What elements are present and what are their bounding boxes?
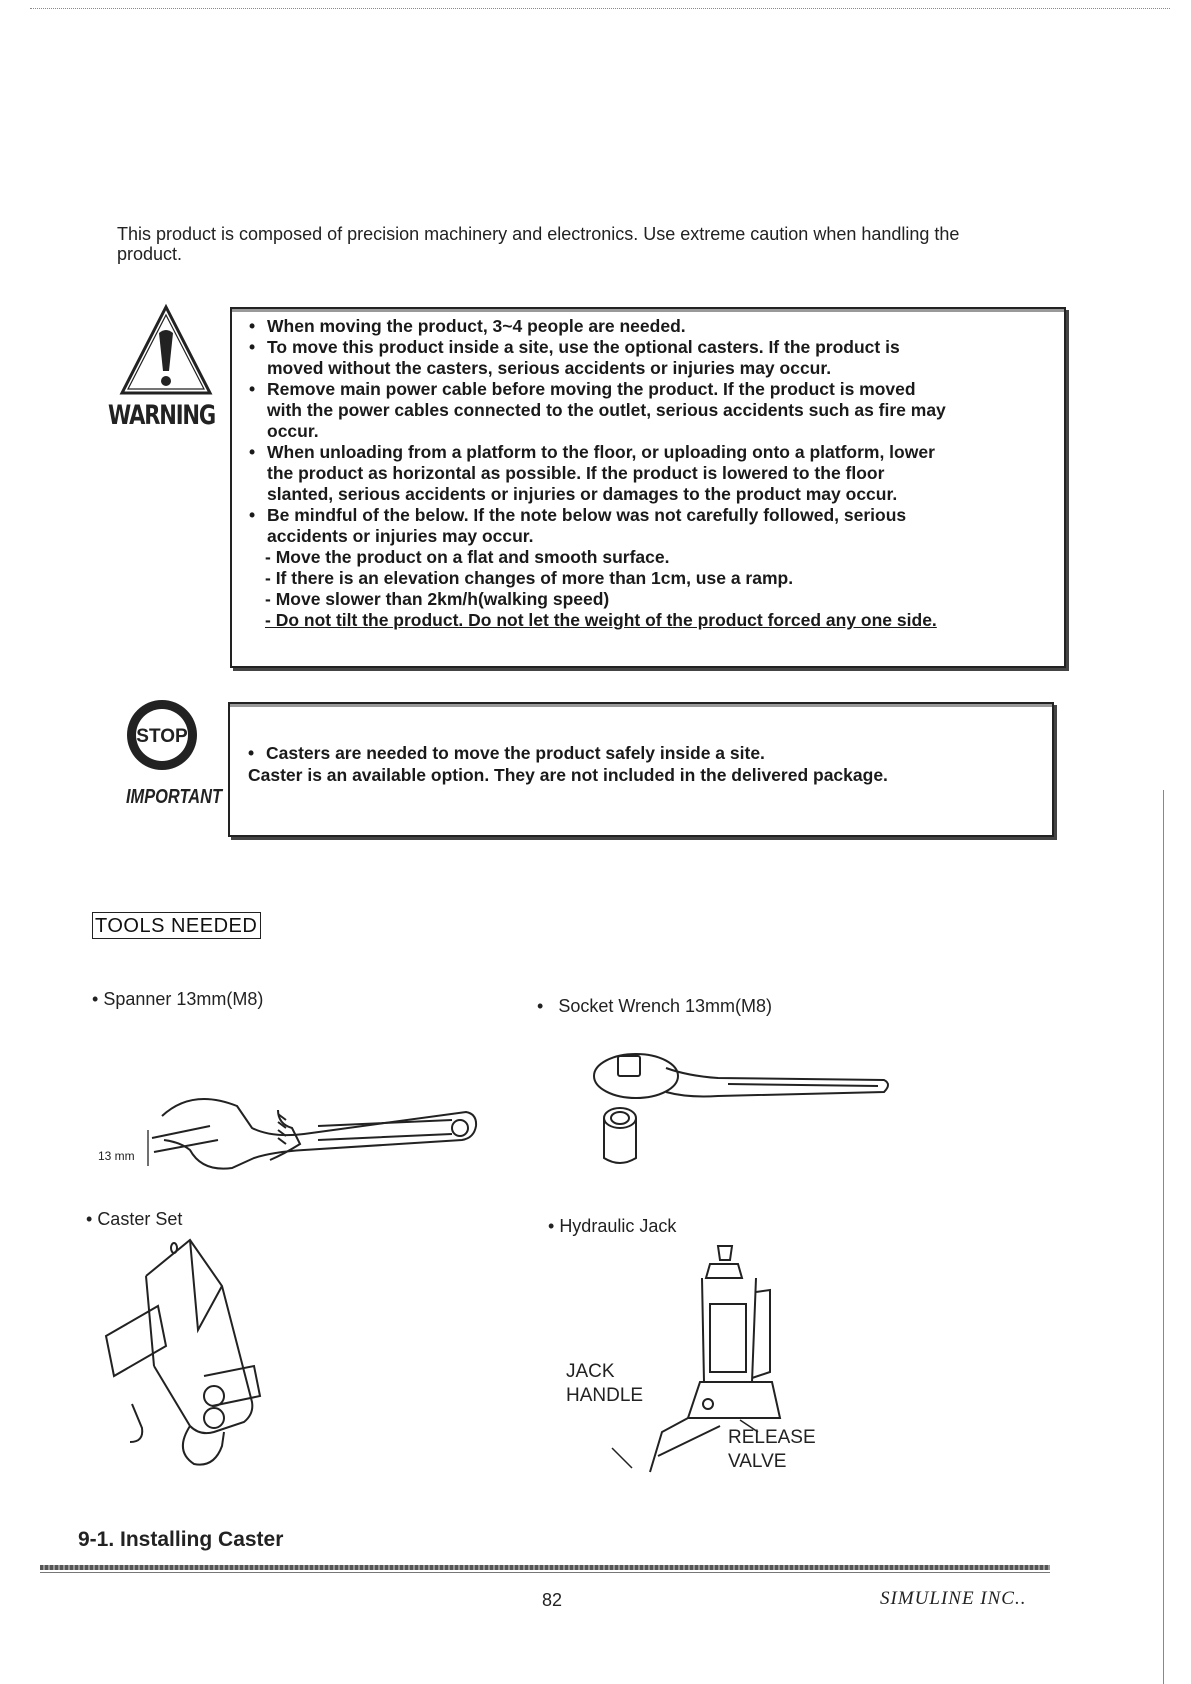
intro-paragraph [117,224,1067,264]
warning-note-4: - Do not tilt the product. Do not let the weight of the product forced any one side. [265,610,937,630]
warning-bullet-4: • When unloading from a platform to the floor, or uploading onto a platform, lower [249,442,935,462]
important-line-2: Caster is an available option. They are not included in the delivered package. [248,765,888,785]
warning-bullet-4-cont: the product as horizontal as possible. If the product is lowered to the floor [267,463,885,483]
tool-jack-label: • Hydraulic Jack [548,1216,677,1236]
stop-sign-icon [124,697,200,773]
important-box [228,702,1054,837]
release-valve-label-1: RELEASE [728,1427,816,1448]
page-number: 82 [542,1590,563,1610]
intro-line-2: product. [117,244,183,264]
stop-sign-text: STOP [136,726,188,747]
warning-bullet-2: • To move this product inside a site, use the optional casters. If the product is [249,337,900,357]
warning-bullet-4-cont2: slanted, serious accidents or injuries or damages to the product may occur. [267,484,898,504]
warning-bullet-5: • Be mindful of the below. If the note below was not carefully followed, serious [249,505,907,525]
intro-line-1: This product is composed of precision machinery and electronics. Use extreme caution when handling the [117,224,960,244]
warning-bullet-1: • When moving the product, 3~4 people are needed. [249,316,686,336]
warning-note-3: - Move slower than 2km/h(walking speed) [265,589,610,609]
warning-bullet-3: • Remove main power cable before moving the product. If the product is moved [249,379,916,399]
warning-bullet-3-cont: with the power cables connected to the outlet, serious accidents such as fire may [267,400,946,420]
jack-handle-label-1: JACK [566,1361,615,1382]
tool-caster-label: • Caster Set [86,1209,183,1229]
warning-triangle-icon [118,303,214,398]
scan-top-edge [30,8,1170,9]
warning-note-1: - Move the product on a flat and smooth surface. [265,547,670,567]
jack-handle-label-2: HANDLE [566,1385,644,1406]
company-name: SIMULINE INC.. [880,1588,1027,1609]
section-title: 9-1. Installing Caster [78,1528,284,1551]
warning-box [230,307,1066,668]
warning-label: WARNING [108,400,215,431]
warning-bullet-2-cont: moved without the casters, serious accidents or injuries may occur. [267,358,832,378]
warning-bullet-3-cont2: occur. [267,421,319,441]
footer-rule [40,1565,1050,1570]
spanner-illustration [92,1068,482,1180]
footer-rule-thin [40,1572,1050,1573]
warning-bullet-5-cont: accidents or injuries may occur. [267,526,534,546]
tool-socket-label: • Socket Wrench 13mm(M8) [537,996,773,1016]
spanner-size-label: 13 mm [98,1149,135,1163]
scan-margin-line [1163,790,1164,1684]
tool-spanner-label: • Spanner 13mm(M8) [92,989,264,1009]
release-valve-label-2: VALVE [728,1451,787,1472]
warning-note-2: - If there is an elevation changes of more than 1cm, use a ramp. [265,568,794,588]
socket-wrench-illustration [588,1048,898,1173]
caster-set-illustration [104,1236,294,1468]
important-label: IMPORTANT [126,786,222,808]
important-line-1: • Casters are needed to move the product safely inside a site. [248,743,765,763]
tools-needed-title: TOOLS NEEDED [92,912,261,939]
